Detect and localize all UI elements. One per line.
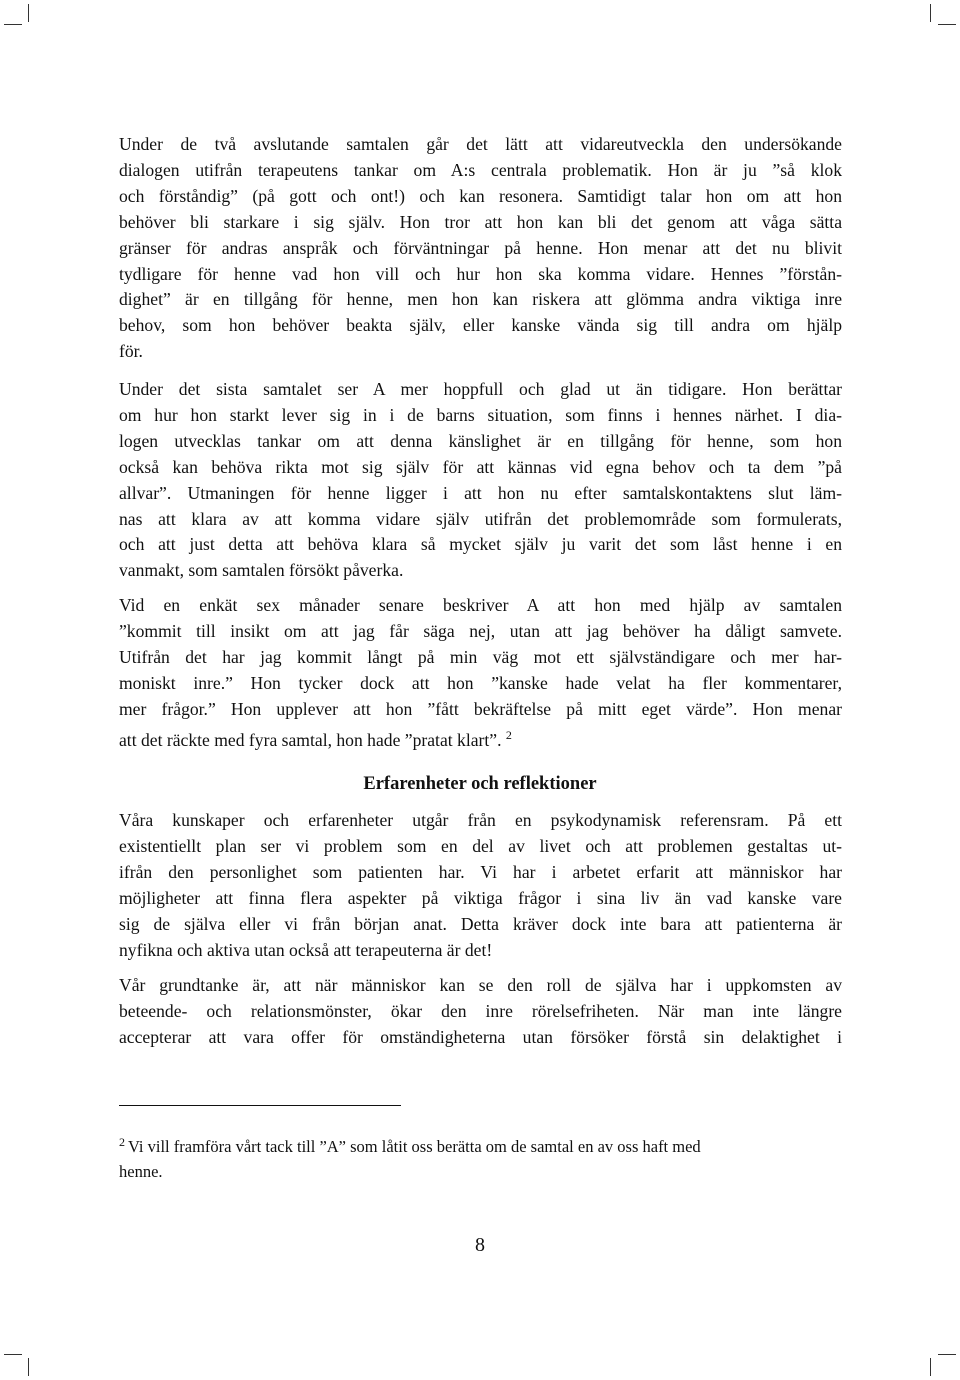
footnote-line [119, 1130, 842, 1159]
section-heading: Erfarenheter och reflektioner [363, 774, 597, 794]
footnote-marker: 2 [119, 1135, 125, 1149]
text-line: gränser för andras anspråk och förväntningar på henne. Hon menar att det nu blivit [119, 237, 842, 258]
text-line: också kan behöva rikta mot sig själv för att kännas vid egna behov och ta dem ”på [119, 456, 842, 477]
text-line: sig de själva eller vi från början anat. Detta kräver dock inte bara att patienterna är [119, 913, 842, 934]
text-line: allvar”. Utmaningen för henne ligger i att hon nu efter samtalskontaktens slut läm- [119, 482, 842, 503]
text-line: existentiellt plan ser vi problem som en del av livet och att problemen gestaltas ut- [119, 835, 842, 856]
footnote [119, 1130, 842, 1184]
paragraph-4 [119, 808, 842, 963]
text-line: Vår grundtanke är, att när människor kan se den roll de själva har i uppkomsten av [119, 975, 842, 995]
crop-mark-top-right-h [938, 24, 956, 25]
crop-mark-top-left-v [28, 4, 29, 22]
text-line: nas att klara av att komma vidare själv utifrån det problemområde som formulerats, [119, 508, 842, 529]
text-line: Våra kunskaper och erfarenheter utgår från en psykodynamisk referensram. På ett [119, 810, 842, 830]
text-line: dialogen utifrån terapeutens tankar om A:s centrala problematik. Hon är ju ”så klok [119, 159, 842, 180]
crop-mark-bottom-right-h [938, 1354, 956, 1355]
text-line: beteende- och relationsmönster, ökar den inre rörelsefriheten. När man inte längre [119, 1000, 842, 1021]
footnote-text: Vi vill framföra vårt tack till ”A” som låtit oss berätta om de samtal en av oss haft med [128, 1137, 701, 1156]
crop-mark-bottom-right-v [930, 1358, 931, 1376]
crop-mark-top-left-h [4, 24, 22, 25]
crop-mark-top-right-v [930, 4, 931, 22]
paragraph-3 [119, 593, 842, 753]
paragraph-5 [119, 973, 842, 1051]
footnote-rule [119, 1105, 401, 1106]
text-line: Vid en enkät sex månader senare beskriver A att hon med hjälp av samtalen [119, 595, 842, 615]
text-line: dighet” är en tillgång för henne, men hon kan riskera att glömma andra viktiga inre [119, 289, 842, 310]
text-line: moniskt inre.” Hon tycker dock att hon ”kanske hade velat ha fler kommentarer, [119, 672, 842, 693]
text-line: logen utvecklas tankar om att denna känslighet är en tillgång för henne, som hon [119, 430, 842, 451]
text-line: nyfikna och aktiva utan också att terapeuterna är det! [119, 939, 493, 960]
text-line: om hur hon starkt lever sig in i de barns situation, som finns i hennes närhet. I dia- [119, 404, 842, 425]
text-line: Under de två avslutande samtalen går det lätt att vidareutveckla den undersökande [119, 134, 842, 154]
text-line: möjligheter att finna flera aspekter på viktiga frågor i sina liv än vad kanske vare [119, 887, 842, 908]
text-line: och förståndig” (på gott och ont!) och kan resonera. Samtidigt talar hon om att hon [119, 185, 842, 206]
text-line: Under det sista samtalet ser A mer hoppfull och glad ut än tidigare. Hon berättar [119, 379, 842, 399]
text-line: mer frågor.” Hon upplever att hon ”fått bekräftelse på mitt eget värde”. Hon menar [119, 698, 842, 719]
text-line: Utifrån det har jag kommit långt på min väg mot ett självständigare och mer har- [119, 646, 842, 667]
footnote-reference[interactable]: 2 [505, 727, 512, 742]
text-line [119, 723, 842, 754]
text-line: accepterar att vara offer för omständigheterna utan försöker förstå sin delaktighet i [119, 1026, 842, 1047]
text-line: tydligare för henne vad hon vill och hur hon ska komma vidare. Hennes ”förstån- [119, 263, 842, 284]
footnote-line: henne. [119, 1162, 163, 1181]
paragraph-1 [119, 132, 842, 365]
crop-mark-bottom-left-v [28, 1358, 29, 1376]
text-line: behov, som hon behöver beakta själv, eller kanske vända sig till andra om hjälp [119, 315, 842, 336]
paragraph-2 [119, 377, 842, 584]
text-line: ifrån den personlighet som patienten har. Vi har i arbetet erfarit att människor har [119, 861, 842, 882]
text-line: för. [119, 341, 143, 362]
text-line: behöver bli starkare i sig själv. Hon tror att hon kan bli det genom att våga sätta [119, 211, 842, 232]
crop-mark-bottom-left-h [4, 1354, 22, 1355]
text-line: vanmakt, som samtalen försökt påverka. [119, 560, 404, 581]
page-number: 8 [475, 1234, 485, 1256]
text-line: och att just detta att behöva klara så mycket själv ju varit det som låst henne i en [119, 534, 842, 555]
text-line-content: att det räckte med fyra samtal, hon hade ”pratat klart”. [119, 729, 502, 750]
text-line: ”kommit till insikt om att jag får säga nej, utan att jag behöver ha dåligt samvete. [119, 620, 842, 641]
